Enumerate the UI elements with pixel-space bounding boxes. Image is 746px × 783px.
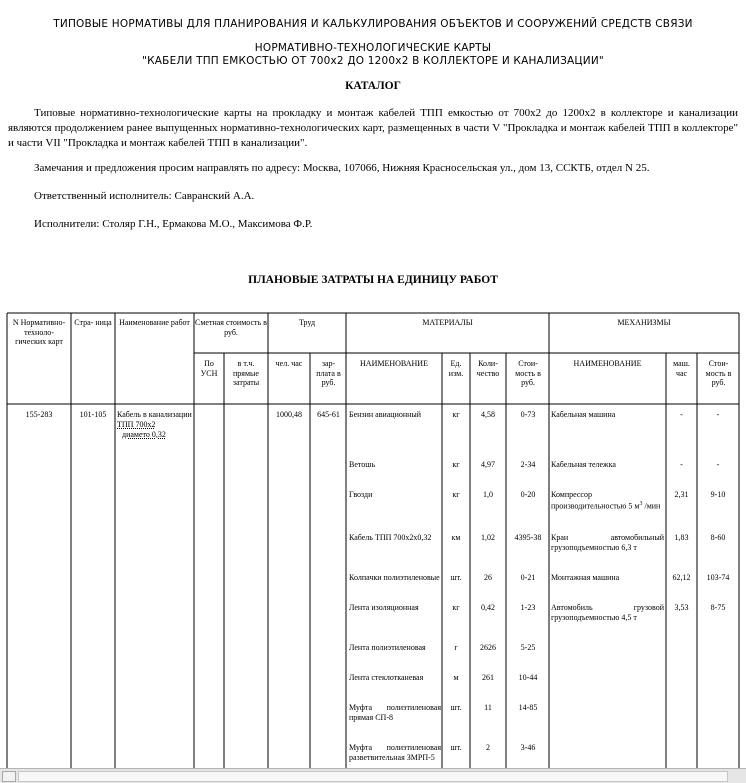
material-quantity: 4,58 [481,410,495,419]
mechanism-cost: 9-10 [710,490,726,499]
material-unit: шт. [450,703,462,712]
scrollbar-thumb[interactable] [18,771,728,782]
material-unit: кг [452,410,460,419]
material-name-line1: Муфта полиэтиленовая [349,703,441,712]
material-cost: 0-73 [520,410,536,419]
material-cost: 14-85 [518,703,538,712]
address-line: Замечания и предложения просим направлять по адресу: Москва, 107066, Нижняя Красносельская ул., дом 13, ССКТБ, отдел N 25. [34,162,650,174]
material-unit: шт. [450,573,462,582]
mechanism-cost: 103-74 [706,573,730,582]
col-header-card-number: N Нормативно-техноло-гических карт [12,318,66,346]
col-header-man-hours: чел. час [275,359,303,368]
scroll-left-button[interactable] [2,771,16,782]
mechanism-name: Монтажная машина [551,573,620,582]
material-cost: 5-25 [520,643,536,652]
col-header-page: Стра- ница [74,318,112,327]
material-name: Бензин авиационный [349,410,422,419]
mechanism-hours: 2,31 [674,490,689,499]
mechanism-name-line1: Кран автомобильный [551,533,664,542]
mechanism-name-line2: грузоподъемностью 4,5 т [551,613,637,622]
row-wage: 645-61 [317,410,340,419]
mechanism-cost: 8-75 [710,603,726,612]
mechanism-hours: 1,83 [674,533,689,542]
mechanism-cost: - [716,410,720,419]
material-quantity: 261 [482,673,494,682]
material-name: Лента стеклотканевая [349,673,424,682]
mechanism-name: Кабельная машина [551,410,616,419]
material-quantity: 11 [484,703,492,712]
col-header-material-name: НАИМЕНОВАНИЕ [360,359,428,368]
section-title: ПЛАНОВЫЕ ЗАТРАТЫ НА ЕДИНИЦУ РАБОТ [248,274,498,286]
material-cost: 0-20 [520,490,536,499]
mechanism-hours: - [680,460,683,469]
mechanism-name-line2: производительностью 5 $м^3$ /мин [551,501,661,511]
col-header-mechanisms: МЕХАНИЗМЫ [617,318,671,327]
intro-paragraph: Типовые нормативно-технологические карты на прокладку и монтаж кабелей ТПП емкостью от 700х2 до 1200х2 в коллекторе и канализации являются продолжением ранее выпущенных нормативно-технологических карт, размещенных в части V "Прокладка и монтаж кабелей ТПП в коллекторе" и части VII "Прокладка и монтаж кабелей ТПП в канализации". [8,107,738,149]
mechanism-cost: - [716,460,720,469]
material-quantity: 0,42 [481,603,495,612]
material-unit: кг [452,460,460,469]
row-work-name-line3: диамето 0,32 [122,430,166,439]
col-header-quantity: Коли- чество [476,359,500,378]
catalog-title: КАТАЛОГ [345,80,401,92]
document-header-title: ТИПОВЫЕ НОРМАТИВЫ ДЛЯ ПЛАНИРОВАНИЯ И КАЛЬКУЛИРОВАНИЯ ОБЪЕКТОВ И СООРУЖЕНИЙ СРЕДСТВ СВЯЗИ [53,18,693,30]
mechanism-cost: 8-60 [710,533,726,542]
material-cost: 2-34 [520,460,536,469]
col-header-direct-costs: в т.ч. прямые затраты [232,359,260,387]
material-unit: кг [452,603,460,612]
col-header-mechanism-name: НАИМЕНОВАНИЕ [573,359,642,368]
col-header-machine-hours: маш. час [673,359,690,378]
col-header-material-cost: Стои- мость в руб. [515,359,541,387]
material-quantity: 26 [484,573,492,582]
material-quantity: 4,97 [481,460,495,469]
material-quantity: 1,0 [483,490,493,499]
material-unit: г [454,643,458,652]
document-subtitle: НОРМАТИВНО-ТЕХНОЛОГИЧЕСКИЕ КАРТЫ [254,42,492,54]
horizontal-scrollbar[interactable] [0,768,746,783]
material-cost: 3-46 [520,743,536,752]
col-header-mechanism-cost: Стои- мость в руб. [705,359,732,387]
mechanism-hours: 3,53 [674,603,689,612]
material-name-line1: Муфта полиэтиленовая [349,743,441,752]
col-header-unit: Ед. изм. [448,359,464,378]
row-card-number: 155-283 [25,410,53,419]
material-name: Лента изоляционная [349,603,419,612]
col-header-materials: МАТЕРИАЛЫ [422,318,473,327]
material-cost: 0-21 [520,573,536,582]
material-name: Кабель ТПП 700х2х0,32 [349,533,432,542]
material-quantity: 2 [486,743,490,752]
row-man-hours: 1000,48 [276,410,302,419]
mechanism-hours: 62,12 [672,573,691,582]
col-header-usn: По УСН [200,359,218,378]
material-name-line2: разветвительная ЗМРП-5 [349,753,435,762]
material-name: Лента полиэтиленовая [349,643,426,652]
material-cost: 10-44 [518,673,538,682]
mechanism-name: Кабельная тележка [551,460,616,469]
material-unit: кг [452,490,460,499]
document-subtitle-cables: "КАБЕЛИ ТПП ЕМКОСТЬЮ ОТ 700х2 ДО 1200х2 В КОЛЛЕКТОРЕ И КАНАЛИЗАЦИИ" [142,55,604,67]
mechanism-name-line2: грузоподъемностью 6,3 т [551,543,637,552]
material-cost: 4395-38 [514,533,542,542]
mechanism-name-line1: Автомобиль грузовой [551,603,664,612]
material-quantity: 1,02 [481,533,495,542]
row-work-name-line1: Кабель в канализации [117,410,192,419]
material-name: Колпачки полиэтиленовые [349,573,440,582]
material-quantity: 2626 [480,643,496,652]
material-unit: шт. [450,743,462,752]
col-header-work-name: Наименование работ [119,318,190,327]
mechanism-name-line1: Компрессор [551,490,592,499]
mechanism-hours: - [680,410,683,419]
col-header-wage: зар- плата в руб. [316,359,341,387]
col-header-estimated-cost: Сметная стоимость в руб. [195,318,267,337]
col-header-labor: Труд [298,318,316,327]
material-cost: 1-23 [520,603,536,612]
executors-line: Исполнители: Столяр Г.Н., Ермакова М.О., Максимова Ф.Р. [34,218,313,230]
material-name-line2: прямая СП-8 [349,713,393,722]
row-page-range: 101-105 [79,410,107,419]
row-work-name-line2: ТПП 700х2 [117,420,156,429]
material-unit: м [453,673,459,682]
material-name: Ветошь [349,460,376,469]
material-unit: км [451,533,461,542]
responsible-line: Ответственный исполнитель: Савранский А.А. [34,190,255,202]
material-name: Гвозди [349,490,373,499]
